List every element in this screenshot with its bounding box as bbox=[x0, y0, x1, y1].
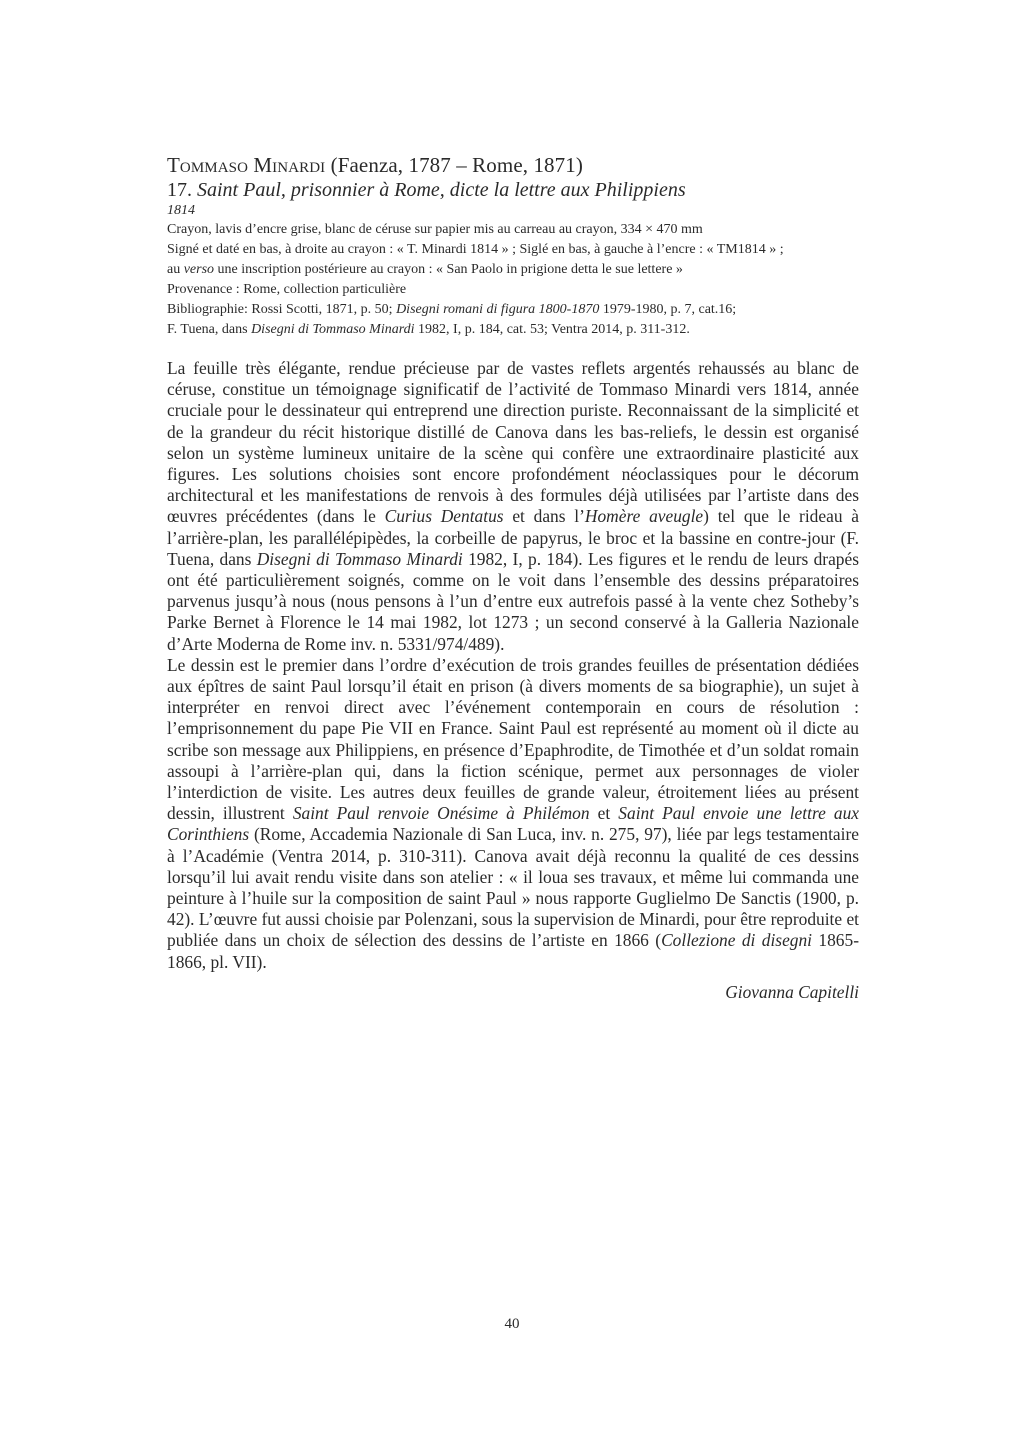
inscription-line-1: Signé et daté en bas, à droite au crayon : « T. Minardi 1814 » ; Siglé en bas, à gauche à l’encre : « TM1814 » ; bbox=[167, 242, 784, 257]
medium-line: Crayon, lavis d’encre grise, blanc de céruse sur papier mis au carreau au crayon, 334 × 470 mm bbox=[167, 222, 703, 237]
essay-italic: Saint Paul envoie une lettre aux Corinthiens bbox=[167, 803, 859, 845]
essay-italic: Disegni di Tommaso Minardi bbox=[256, 548, 463, 569]
bibliography-text: 1982, I, p. 184, cat. 53; Ventra 2014, p. 311-312. bbox=[414, 322, 690, 337]
technical-notice bbox=[167, 220, 859, 340]
work-title-line bbox=[167, 178, 859, 202]
essay-italic: Curius Dentatus bbox=[384, 506, 504, 527]
essay-italic: Homère aveugle bbox=[584, 506, 704, 527]
essay-italic: Collezione di disegni bbox=[661, 930, 813, 951]
bibliography-title: Disegni romani di figura 1800-1870 bbox=[396, 302, 600, 317]
bibliography-line-1 bbox=[167, 300, 859, 320]
bibliography-text: F. Tuena, dans bbox=[167, 322, 252, 337]
artist-dates: (Faenza, 1787 – Rome, 1871) bbox=[330, 153, 583, 177]
author-signature: Giovanna Capitelli bbox=[725, 981, 859, 1002]
essay-body bbox=[167, 358, 859, 973]
bibliography-title: Disegni di Tommaso Minardi bbox=[251, 322, 415, 337]
essay-text: et dans l’ bbox=[503, 506, 585, 527]
artist-name: Tommaso Minardi bbox=[167, 153, 326, 177]
provenance-line: Provenance : Rome, collection particulière bbox=[167, 282, 407, 297]
essay-paragraph-2 bbox=[167, 655, 859, 973]
inscription-prefix: au bbox=[167, 262, 184, 277]
bibliography-line-2 bbox=[167, 320, 859, 340]
catalogue-number: 17. bbox=[167, 179, 192, 201]
essay-text: ) tel que le rideau à l’arrière-plan, les parallélépipèdes, la corbeille de papyrus, le broc et la bassine en contre-jour (F. Tuena, dans bbox=[167, 506, 860, 569]
essay-italic: Saint Paul renvoie Onésime à Philémon bbox=[292, 803, 590, 824]
essay-text: (Rome, Accademia Nazionale di San Luca, inv. n. 275, 97), liée par legs testamentaire à l’Académie (Ventra 2014, p. 310-311). Canova avait déjà reconnu la qualité de ces dessins lorsqu’il lui avait rendu visite dans son atelier : « il loua ses travaux, et même lui commanda une peinture à l’huile sur la composition de saint Paul » nous rapporte Guglielmo De Sanctis (1900, p. 42). L’œuvre fut aussi choisie par Polenzani, sous la supervision de Minardi, pour être reproduite et publiée dans un choix de sélection des dessins de l’artiste en 1866 ( bbox=[167, 824, 859, 951]
bibliography-text: Bibliographie: Rossi Scotti, 1871, p. 50; bbox=[167, 302, 397, 317]
catalogue-entry bbox=[167, 152, 859, 1003]
essay-text: La feuille très élégante, rendue précieuse par de vastes reflets argentés rehaussés au blanc de céruse, constitue un témoignage significatif de l’activité de Tommaso Minardi vers 1814, année cruciale pour le dessinateur qui entreprend une direction puriste. Reconnaissant de la simplicité et de la grandeur du récit historique distillé de Canova dans les bas-reliefs, le dessin est organisé selon un système lumineux unitaire de la scène qui confère une extraordinaire plasticité aux figures. Les solutions choisies sont encore profondément néoclassiques pour le décorum architectural et les manifestations de renvois à des formules déjà utilisées par l’artiste dans des œuvres précédentes (dans le bbox=[167, 358, 859, 527]
essay-text: 1982, I, p. 184). Les figures et le rendu de leurs drapés ont été particulièrement soignés, comme on le voit dans l’ensemble des dessins préparatoires parvenus jusqu’à nous (nous pensons à l’un d’entre eux autrefois passé à la vente chez Sotheby’s Parke Bernet à Florence le 14 mai 1982, lot 1273 ; un second conservé à la Galleria Nazionale d’Arte Moderna de Rome inv. n. 5331/974/489). bbox=[167, 548, 859, 654]
bibliography-text: 1979-1980, p. 7, cat.16; bbox=[599, 302, 737, 317]
essay-paragraph-1 bbox=[167, 358, 859, 655]
essay-text: et bbox=[589, 803, 619, 824]
artist-heading bbox=[167, 152, 859, 178]
essay-text: 1865-1866, pl. VII). bbox=[167, 930, 859, 972]
work-year: 1814 bbox=[167, 203, 195, 218]
inscription-verso: verso bbox=[183, 262, 215, 277]
inscription-rest: une inscription postérieure au crayon : « San Paolo in prigione detta le sue lettere » bbox=[214, 262, 683, 277]
page-number: 40 bbox=[504, 1316, 520, 1332]
inscription-line-2 bbox=[167, 260, 859, 280]
essay-text: Le dessin est le premier dans l’ordre d’exécution de trois grandes feuilles de présentation dédiées aux épîtres de saint Paul lorsqu’il était en prison (à divers moments de sa biographie), un sujet à interpréter en renvoi direct avec l’événement contemporain en cours de résolution : l’emprisonnement du pape Pie VII en France. Saint Paul est représenté au moment où il dicte au scribe son message aux Philippiens, en présence d’Epaphrodite, de Timothée et d’un soldat romain assoupi à l’arrière-plan qui, dans la fiction scénique, permet aux personnages de violer l’interdiction de visite. Les autres deux feuilles de grande valeur, étroitement liées au présent dessin, illustrent bbox=[167, 654, 859, 824]
work-title: Saint Paul, prisonnier à Rome, dicte la lettre aux Philippiens bbox=[197, 179, 686, 201]
